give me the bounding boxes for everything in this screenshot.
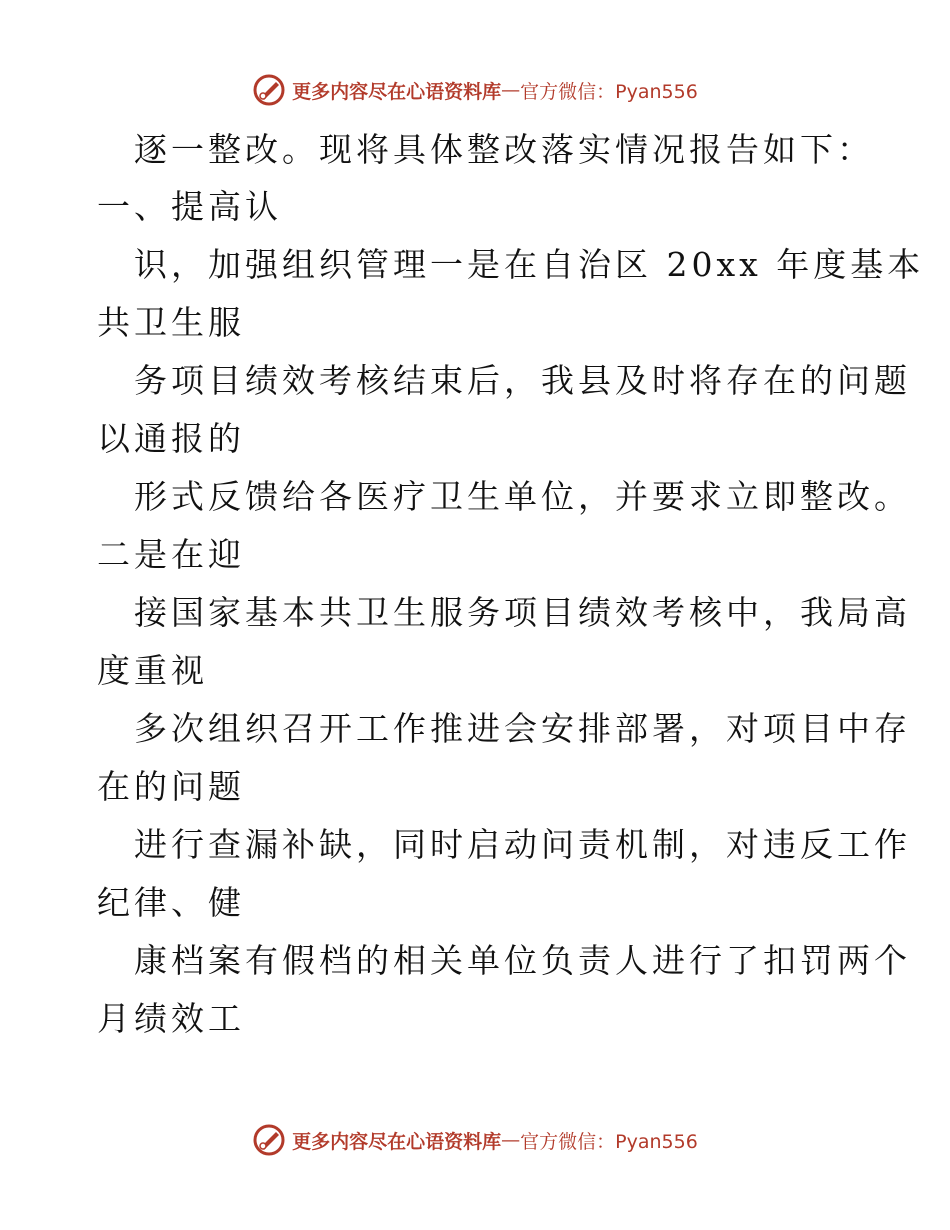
body-line: 进行查漏补缺，同时启动问责机制，对违反工作 (134, 825, 911, 864)
body-line: 逐一整改。现将具体整改落实情况报告如下： (134, 130, 874, 169)
body-line: 形式反馈给各医疗卫生单位，并要求立即整改。 (134, 477, 911, 516)
quill-circle-logo-icon (252, 73, 286, 107)
body-line: 以通报的 (97, 419, 245, 458)
quill-circle-logo-icon (252, 1123, 286, 1157)
header-watermark (0, 70, 950, 110)
watermark-separator: — (501, 79, 521, 101)
body-line: 度重视 (97, 651, 208, 690)
body-line: 月绩效工 (97, 999, 245, 1038)
body-line: 多次组织召开工作推进会安排部署，对项目中存 (134, 709, 911, 748)
body-line: 纪律、健 (97, 883, 245, 922)
watermark-separator: — (501, 1129, 521, 1151)
body-line: 一、提高认 (97, 187, 282, 226)
body-line: 共卫生服 (97, 303, 245, 342)
body-line: 接国家基本共卫生服务项目绩效考核中，我局高 (134, 593, 911, 632)
body-line: 务项目绩效考核结束后，我县及时将存在的问题 (134, 361, 911, 400)
body-line: 二是在迎 (97, 535, 245, 574)
watermark-contact-text: 官方微信：Pyan556 (520, 80, 698, 103)
footer-watermark (0, 1120, 950, 1160)
watermark-site-text: 更多内容尽在心语资料库 (292, 1130, 502, 1153)
body-line: 在的问题 (97, 767, 245, 806)
body-line: 康档案有假档的相关单位负责人进行了扣罚两个 (134, 941, 911, 980)
watermark-contact-text: 官方微信：Pyan556 (520, 1130, 698, 1153)
watermark-site-text: 更多内容尽在心语资料库 (292, 80, 502, 103)
body-line: 识，加强组织管理一是在自治区 20xx 年度基本 (134, 245, 925, 284)
